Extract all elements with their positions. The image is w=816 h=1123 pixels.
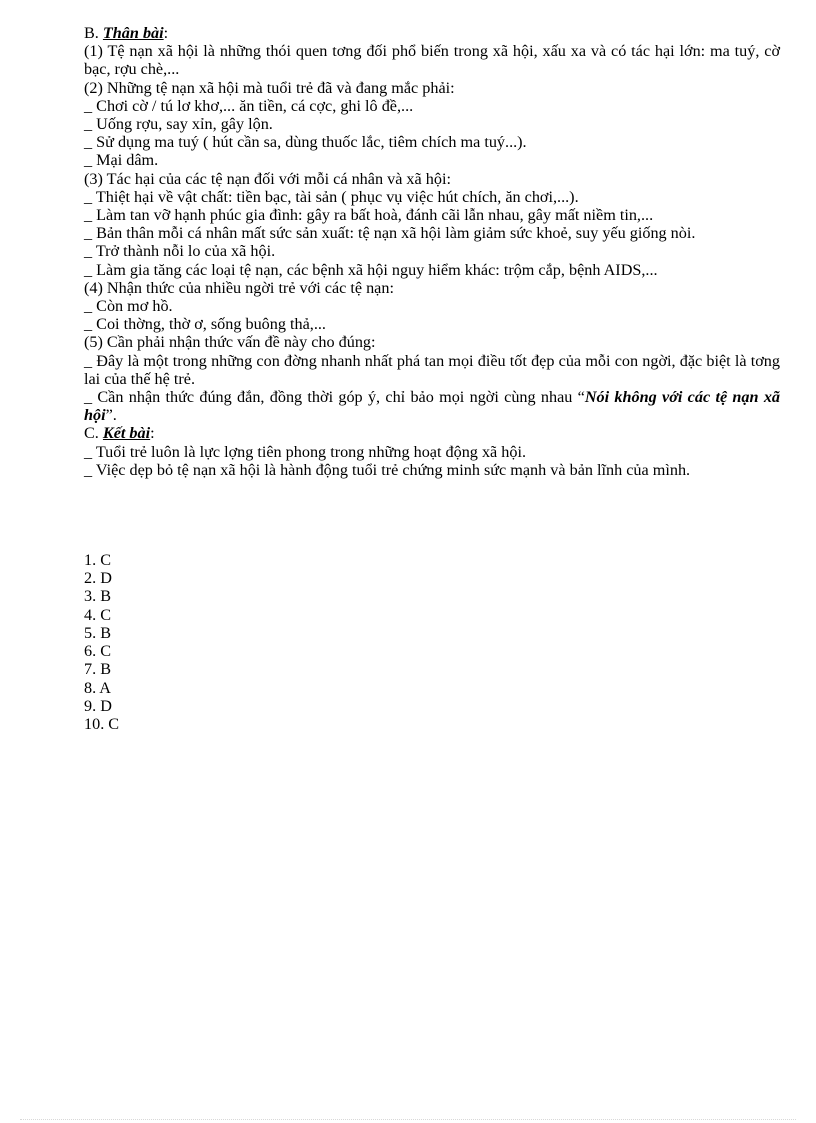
list-item: _ Bản thân mỗi cá nhân mất sức sản xuất: tệ nạn xã hội làm giảm sức khoẻ, suy yếu giống nòi. <box>84 224 696 243</box>
paragraph-2: (2) Những tệ nạn xã hội mà tuổi trẻ đã và đang mắc phải: <box>84 78 455 97</box>
answer-key <box>84 551 780 733</box>
answer-item: 2. D <box>84 569 112 588</box>
section-c-heading <box>84 424 780 442</box>
list-item: _ Tuổi trẻ luôn là lực lợng tiên phong trong những hoạt động xã hội. <box>84 442 527 461</box>
document-page <box>84 24 780 733</box>
slogan-lead-text: _ Cần nhận thức đúng đắn, đồng thời góp ý, chỉ bảo mọi ngời cùng nhau “ <box>84 388 585 407</box>
section-b-label: Thân bài <box>102 24 164 42</box>
section-b-prefix: B. <box>84 24 103 42</box>
list-item: _ Việc dẹp bỏ tệ nạn xã hội là hành động tuổi trẻ chứng minh sức mạnh và bản lĩnh của mình. <box>84 460 691 479</box>
list-item: _ Thiệt hại về vật chất: tiền bạc, tài sản ( phục vụ việc hút chích, ăn chơi,...). <box>84 187 579 206</box>
answer-item: 4. C <box>84 605 111 624</box>
list-item: _ Uống rợu, say xỉn, gây lộn. <box>84 115 273 134</box>
paragraph-5: (5) Cần phải nhận thức vấn đề này cho đúng: <box>84 333 376 352</box>
slogan-item <box>84 388 780 424</box>
paragraph-3: (3) Tác hại của các tệ nạn đối với mỗi cá nhân và xã hội: <box>84 169 451 188</box>
list-item: _ Làm tan vỡ hạnh phúc gia đình: gây ra bất hoà, đánh cãi lẫn nhau, gây mất niềm tin,... <box>84 206 654 225</box>
section-c-prefix: C. <box>84 424 103 443</box>
slogan-closing-text: ”. <box>105 406 117 425</box>
slogan-emphasis: Nói không với các tệ nạn xã hội <box>84 388 781 425</box>
list-item: _ Chơi cờ / tú lơ khơ,... ăn tiền, cá cợc, ghi lô đề,... <box>84 96 414 115</box>
list-item: _ Mại dâm. <box>84 151 159 170</box>
list-item: _ Làm gia tăng các loại tệ nạn, các bệnh xã hội nguy hiểm khác: trộm cắp, bệnh AIDS,... <box>84 260 658 279</box>
section-c-label: Kết bài <box>102 424 151 443</box>
page-bottom-divider <box>20 1119 796 1120</box>
list-item: _ Coi thờng, thờ ơ, sống buông thả,... <box>84 315 326 334</box>
list-item: _ Đây là một trong những con đờng nhanh nhất phá tan mọi điều tốt đẹp của mỗi con ngời, đặc biệt là tơng lai của thế hệ trẻ. <box>84 351 780 388</box>
list-item: _ Sử dụng ma tuý ( hút cần sa, dùng thuốc lắc, tiêm chích ma tuý...). <box>84 133 527 152</box>
answer-item: 5. B <box>84 623 111 642</box>
paragraph-1: (1) Tệ nạn xã hội là những thói quen tơng đối phổ biến trong xã hội, xấu xa và có tác hại lớn: ma tuý, cờ bạc, rợu chè,... <box>84 42 780 79</box>
answer-item: 9. D <box>84 696 112 715</box>
section-b-suffix: : <box>163 24 169 42</box>
list-item: _ Trở thành nỗi lo của xã hội. <box>84 242 276 261</box>
answer-item: 3. B <box>84 587 111 606</box>
section-c-suffix: : <box>150 424 155 443</box>
answer-item: 1. C <box>84 551 111 570</box>
answer-item: 7. B <box>84 660 111 679</box>
answer-item: 6. C <box>84 642 111 661</box>
paragraph-4: (4) Nhận thức của nhiều ngời trẻ với các tệ nạn: <box>84 278 394 297</box>
list-item: _ Còn mơ hồ. <box>84 297 173 316</box>
section-b-heading <box>84 24 780 42</box>
answer-item: 10. C <box>84 714 120 733</box>
answer-item: 8. A <box>84 678 111 697</box>
